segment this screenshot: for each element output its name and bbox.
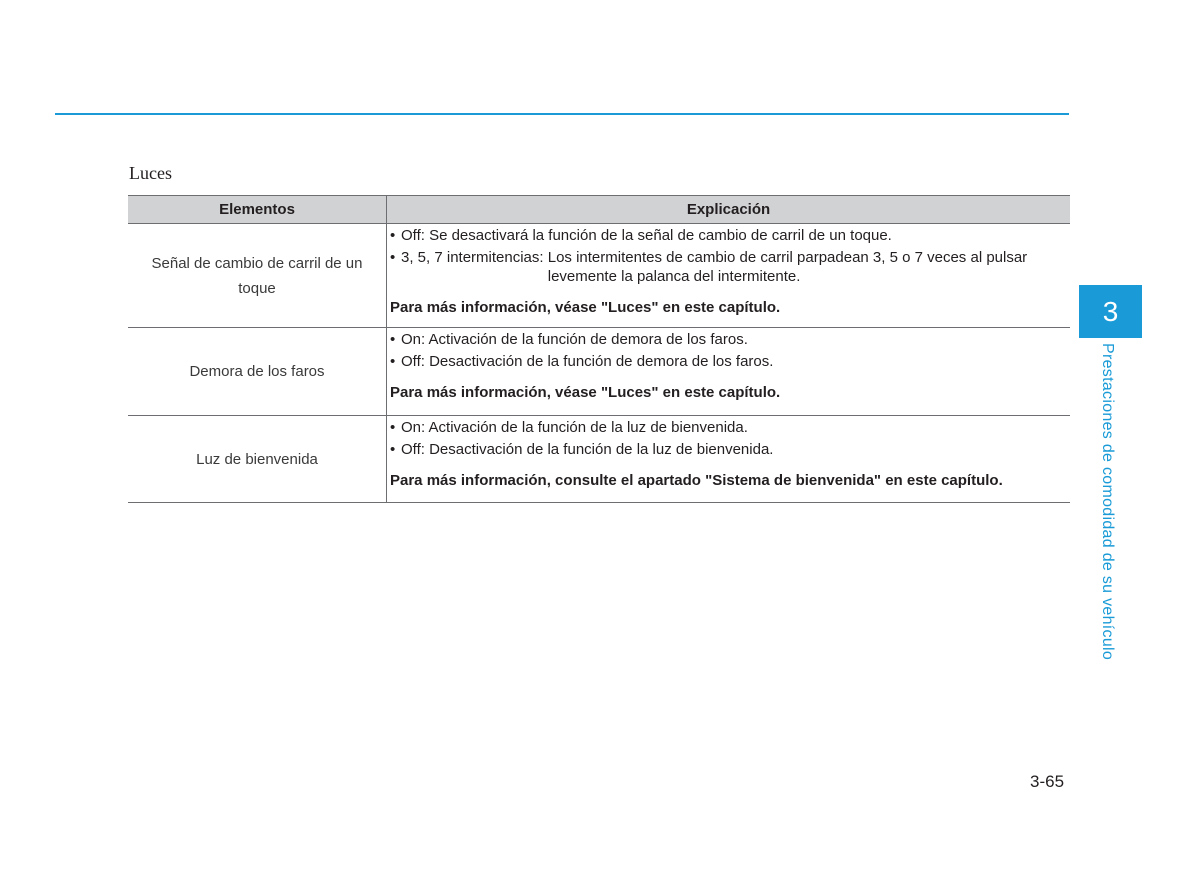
explanation-cell (387, 416, 1071, 503)
bullet-item: • 3, 5, 7 intermitencias: Los intermitentes de cambio de carril parpadean 3, 5 o 7 veces al pulsar levemente la palanca del intermitente. (390, 248, 1067, 286)
reference-note: Para más información, véase "Luces" en este capítulo. (390, 384, 781, 401)
explanation-cell (387, 328, 1071, 416)
bullet-text-line2: levemente la palanca del intermitente. (547, 268, 801, 285)
item-cell: Luz de bienvenida (128, 416, 387, 503)
item-cell: Señal de cambio de carril de un toque (128, 224, 387, 328)
features-table (128, 195, 1070, 503)
bullet-item: • Off: Se desactivará la función de la señal de cambio de carril de un toque. (390, 227, 892, 244)
chapter-number-tab: 3 (1079, 285, 1142, 338)
top-rule (55, 113, 1069, 115)
table-row (128, 416, 1070, 503)
reference-note: Para más información, véase "Luces" en este capítulo. (390, 299, 781, 316)
table-row (128, 328, 1070, 416)
reference-note: Para más información, consulte el apartado "Sistema de bienvenida" en este capítulo. (390, 472, 1003, 489)
bullet-item: • Off: Desactivación de la función de la luz de bienvenida. (390, 441, 774, 458)
section-title: Luces (129, 163, 172, 183)
bullet-text-line1: Los intermitentes de cambio de carril parpadean 3, 5 o 7 veces al pulsar (547, 249, 1028, 266)
chapter-name: Prestaciones de comodidad de su vehículo (1099, 343, 1116, 661)
table-header-row (128, 196, 1070, 224)
column-header-explicacion: Explicación (387, 196, 1071, 224)
item-cell: Demora de los faros (128, 328, 387, 416)
column-header-elementos: Elementos (128, 196, 387, 224)
page-number: 3-65 (1030, 772, 1065, 791)
bullet-item: • On: Activación de la función de demora de los faros. (390, 331, 748, 348)
bullet-label: 3, 5, 7 intermitencias: (401, 249, 548, 266)
bullet-item: • Off: Desactivación de la función de demora de los faros. (390, 353, 774, 370)
table-row (128, 224, 1070, 328)
explanation-cell (387, 224, 1071, 328)
bullet-item: • On: Activación de la función de la luz de bienvenida. (390, 419, 748, 436)
